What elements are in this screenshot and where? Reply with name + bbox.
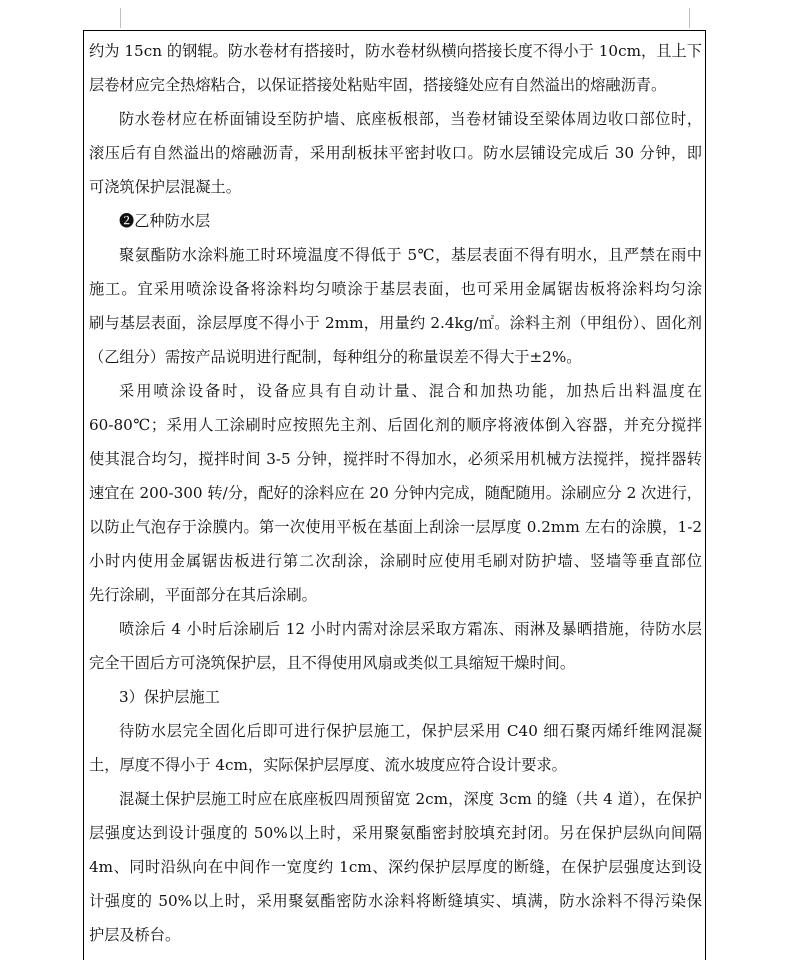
text-line: 待防水层完全固化后即可进行保护层施工，保护层采用 C40 细石聚丙烯纤维网混凝 bbox=[119, 722, 702, 740]
text-line: 护层及桥台。 bbox=[89, 926, 181, 944]
text-line: 计强度的 50%以上时，采用聚氨酯密防水涂料将断缝填实、填满，防水涂料不得污染保 bbox=[89, 892, 702, 910]
text-line: 土，厚度不得小于 4cm，实际保护层厚度、流水坡度应符合设计要求。 bbox=[89, 756, 567, 774]
text-line: 防水卷材应在桥面铺设至防护墙、底座板根部，当卷材铺设至梁体周边收口部位时， bbox=[119, 110, 702, 128]
text-line: 以防止气泡存于涂膜内。第一次使用平板在基面上刮涂一层厚度 0.2mm 左右的涂膜，1-2 bbox=[89, 518, 702, 536]
text-line: 先行涂刷，平面部分在其后涂刷。 bbox=[89, 586, 317, 604]
text-line: 约为 15cn 的钢辊。防水卷材有搭接时，防水卷材纵横向搭接长度不得小于 10cm，且上下 bbox=[89, 42, 702, 60]
crop-mark-right bbox=[689, 8, 690, 28]
text-line: 可浇筑保护层混凝土。 bbox=[89, 178, 241, 196]
text-line: 完全干固后方可浇筑保护层，且不得使用风扇或类似工具缩短干燥时间。 bbox=[89, 654, 575, 672]
text-line: 刷与基层表面，涂层厚度不得小于 2mm，用量约 2.4kg/㎡。涂料主剂（甲组份）、固化剂 bbox=[89, 314, 702, 332]
text-line: 小时内使用金属锯齿板进行第二次刮涂，涂刷时应使用毛刷对防护墙、竖墙等垂直部位 bbox=[89, 552, 702, 570]
text-line: 聚氨酯防水涂料施工时环境温度不得低于 5℃，基层表面不得有明水，且严禁在雨中 bbox=[119, 246, 702, 264]
text-line: 采用喷涂设备时，设备应具有自动计量、混合和加热功能，加热后出料温度在 bbox=[119, 382, 702, 400]
text-line: 60-80℃；采用人工涂刷时应按照先主剂、后固化剂的顺序将液体倒入容器，并充分搅拌 bbox=[89, 416, 702, 434]
text-line: 滚压后有自然溢出的熔融沥青，采用刮板抹平密封收口。防水层铺设完成后 30 分钟，即 bbox=[89, 144, 702, 162]
text-line: 喷涂后 4 小时后涂刷后 12 小时内需对涂层采取方霜冻、雨淋及暴晒措施，待防水层 bbox=[119, 620, 702, 638]
text-line: 3）保护层施工 bbox=[119, 688, 220, 706]
text-line: ❷乙种防水层 bbox=[119, 212, 211, 230]
text-line: 使其混合均匀，搅拌时间 3-5 分钟，搅拌时不得加水，必须采用机械方法搅拌，搅拌器转 bbox=[89, 450, 702, 468]
document-body bbox=[89, 34, 702, 952]
text-line: 混凝土保护层施工时应在底座板四周预留宽 2cm，深度 3cm 的缝（共 4 道），在保护 bbox=[119, 790, 702, 808]
crop-mark-left bbox=[120, 8, 121, 28]
text-line: 速宜在 200-300 转/分，配好的涂料应在 20 分钟内完成，随配随用。涂刷应分 2 次进行， bbox=[89, 484, 702, 502]
text-line: 层强度达到设计强度的 50%以上时，采用聚氨酯密封胶填充封闭。另在保护层纵向间隔 bbox=[89, 824, 702, 842]
text-line: 层卷材应完全热熔粘合，以保证搭接处粘贴牢固，搭接缝处应有自然溢出的熔融沥青。 bbox=[89, 76, 667, 94]
text-line: （乙组分）需按产品说明进行配制，每种组分的称量误差不得大于±2%。 bbox=[89, 348, 582, 366]
text-line: 施工。宜采用喷涂设备将涂料均匀喷涂于基层表面，也可采用金属锯齿板将涂料均匀涂 bbox=[89, 280, 702, 298]
text-line: 4m、同时沿纵向在中间作一宽度约 1cm、深约保护层厚度的断缝，在保护层强度达到设 bbox=[89, 858, 702, 876]
